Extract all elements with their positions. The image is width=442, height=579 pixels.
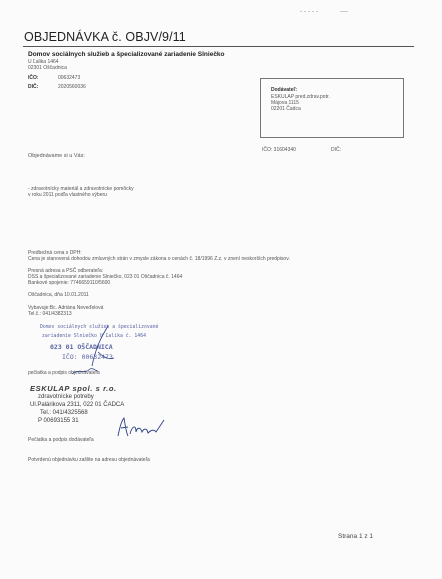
supplier-stamp-line1: ESKULAP spol. s r.o.	[30, 384, 117, 393]
bank-account: Bankové spojenie: 7746659110/5600	[28, 280, 111, 286]
supplier-city: 02201 Čadca	[271, 106, 301, 112]
buyer-ico-label: IČO:	[28, 75, 39, 81]
supplier-header: Dodávateľ:	[271, 87, 298, 93]
price-text: Cena je stanovená dohodou zmluvných strán v zmysle zákona o cenách č. 18/1996 Z.z. v znení neskorších predpisov.	[28, 256, 290, 262]
buyer-street: U Ľalika 1464	[28, 59, 59, 65]
buyer-stamp-line4: IČO: 00632473	[62, 353, 113, 361]
issued-by: Vybavuje:Bc. Adriána Neveďelová	[28, 305, 104, 311]
supplier-stamp-line4: Tel.: 041/4325568	[40, 410, 88, 416]
address-line: DSS a špecializované zariadenie Slniečko, 023 01 Oščadnica č. 1464	[28, 274, 183, 280]
confirm-text: Potvrdenú objednávku zašlite na adresu objednávateľa	[28, 457, 150, 463]
supplier-stamp-line2: zdravotnícke potreby	[38, 394, 94, 400]
supplier-stamp-line5: P 00693155 31	[38, 418, 79, 424]
supplier-street: Májova 1115	[271, 100, 299, 106]
supplier-name: ESKULAP pred.zdrav.potr.	[271, 94, 330, 100]
buyer-signature-scribble	[80, 322, 124, 370]
address-label: Presná adresa a PSČ odberateľa:	[28, 268, 104, 274]
buyer-stamp-line3: 023 01 OŠČADNICA	[50, 343, 113, 351]
date-line: Oščadnica, dňa 10.01.2011	[28, 292, 89, 298]
supplier-sign-label: Pečiatka a podpis dodávateľa	[28, 437, 94, 443]
phone: Tel.č.: 041/4382313	[28, 311, 72, 317]
supplier-stamp-line3: Ul.Palárikova 2311, 022 01 ČADCA	[30, 402, 125, 408]
supplier-dic-label: DIČ:	[331, 147, 341, 153]
price-label: Predbežná cena s DPH:	[28, 250, 82, 256]
supplier-signature	[114, 414, 170, 442]
order-intro: Objednávame si u Vás:	[28, 153, 85, 159]
title-divider	[23, 46, 414, 47]
buyer-dic: 2020560036	[58, 84, 86, 90]
buyer-stamp-line2: zariadenie Slniečko U Ľalika č. 1464	[42, 334, 146, 339]
buyer-city: 02301 Oščadnica	[28, 65, 67, 71]
scan-marks	[300, 0, 360, 3]
order-item-2: v roku 2011 podľa vlastného výberu	[28, 192, 107, 198]
buyer-stamp-line1: Domov sociálnych služieb a špecializované	[40, 325, 159, 330]
order-item-1: - zdravotnícky materiál a zdravotnícke pomôcky	[28, 186, 134, 192]
document-title: OBJEDNÁVKA č. OBJV/9/11	[24, 30, 186, 44]
buyer-sign-label: pečiatka a podpis objednávateľa	[28, 370, 100, 376]
page-number: Strana 1 z 1	[338, 533, 374, 540]
buyer-ico: 00632473	[58, 75, 81, 81]
buyer-ink-mark	[70, 366, 100, 376]
supplier-ico: IČO: 31604340	[262, 147, 296, 153]
buyer-dic-label: DIČ:	[28, 84, 39, 90]
buyer-name: Domov sociálnych služieb a špecializované zariadenie Slniečko	[28, 51, 225, 58]
